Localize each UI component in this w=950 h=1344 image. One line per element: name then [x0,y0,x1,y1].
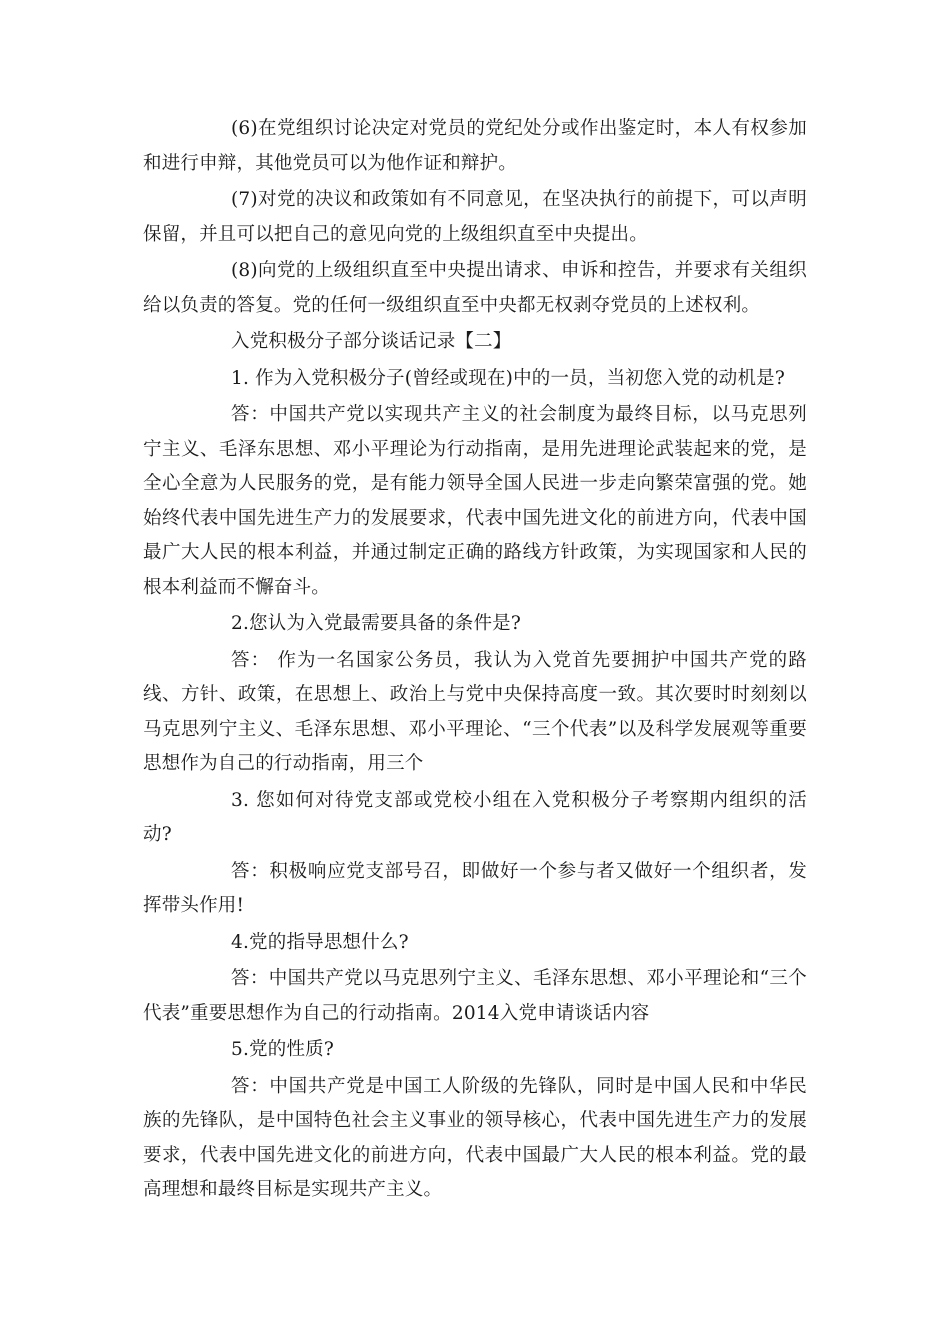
question-4: 4.党的指导思想什么? [231,931,409,953]
answer-4: 答：中国共产党以马克思列宁主义、毛泽东思想、邓小平理论和“三个代表”重要思想作为自己的行动指南。2014入党申请谈话内容 [143,968,807,1024]
question-3: 3. 您如何对待党支部或党校小组在入党积极分子考察期内组织的活动? [143,789,807,845]
paragraph-right-7: (7)对党的决议和政策如有不同意见，在坚决执行的前提下，可以声明保留，并且可以把自己的意见向党的上级组织直至中央提出。 [143,189,807,245]
paragraph-right-6: (6)在党组织讨论决定对党员的党纪处分或作出鉴定时，本人有权参加和进行申辩，其他党员可以为他作证和辩护。 [143,118,807,174]
answer-5: 答：中国共产党是中国工人阶级的先锋队，同时是中国人民和中华民族的先锋队，是中国特色社会主义事业的领导核心，代表中国先进生产力的发展要求，代表中国先进文化的前进方向，代表中国最广大人民的根本利益。党的最高理想和最终目标是实现共产主义。 [143,1075,807,1200]
answer-2: 答： 作为一名国家公务员，我认为入党首先要拥护中国共产党的路线、方针、政策，在思想上、政治上与党中央保持高度一致。其次要时时刻刻以马克思列宁主义、毛泽东思想、邓小平理论、“三个代表”以及科学发展观等重要思想作为自己的行动指南，用三个 [143,649,807,774]
question-2: 2.您认为入党最需要具备的条件是? [231,613,521,634]
question-1: 1. 作为入党积极分子(曾经或现在)中的一员，当初您入党的动机是? [231,367,785,389]
answer-3: 答：积极响应党支部号召，即做好一个参与者又做好一个组织者，发挥带头作用! [143,860,807,916]
section-heading: 入党积极分子部分谈话记录【二】 [231,331,512,352]
question-5: 5.党的性质? [231,1039,334,1060]
document-body [143,112,807,1210]
paragraph-right-8: (8)向党的上级组织直至中央提出请求、申诉和控告，并要求有关组织给以负责的答复。党的任何一级组织直至中央都无权剥夺党员的上述权利。 [143,260,807,316]
answer-1: 答：中国共产党以实现共产主义的社会制度为最终目标，以马克思列宁主义、毛泽东思想、邓小平理论为行动指南，是用先进理论武装起来的党，是全心全意为人民服务的党，是有能力领导全国人民进一步走向繁荣富强的党。她始终代表中国先进生产力的发展要求，代表中国先进文化的前进方向，代表中国最广大人民的根本利益，并通过制定正确的路线方针政策，为实现国家和人民的根本利益而不懈奋斗。 [143,404,807,598]
